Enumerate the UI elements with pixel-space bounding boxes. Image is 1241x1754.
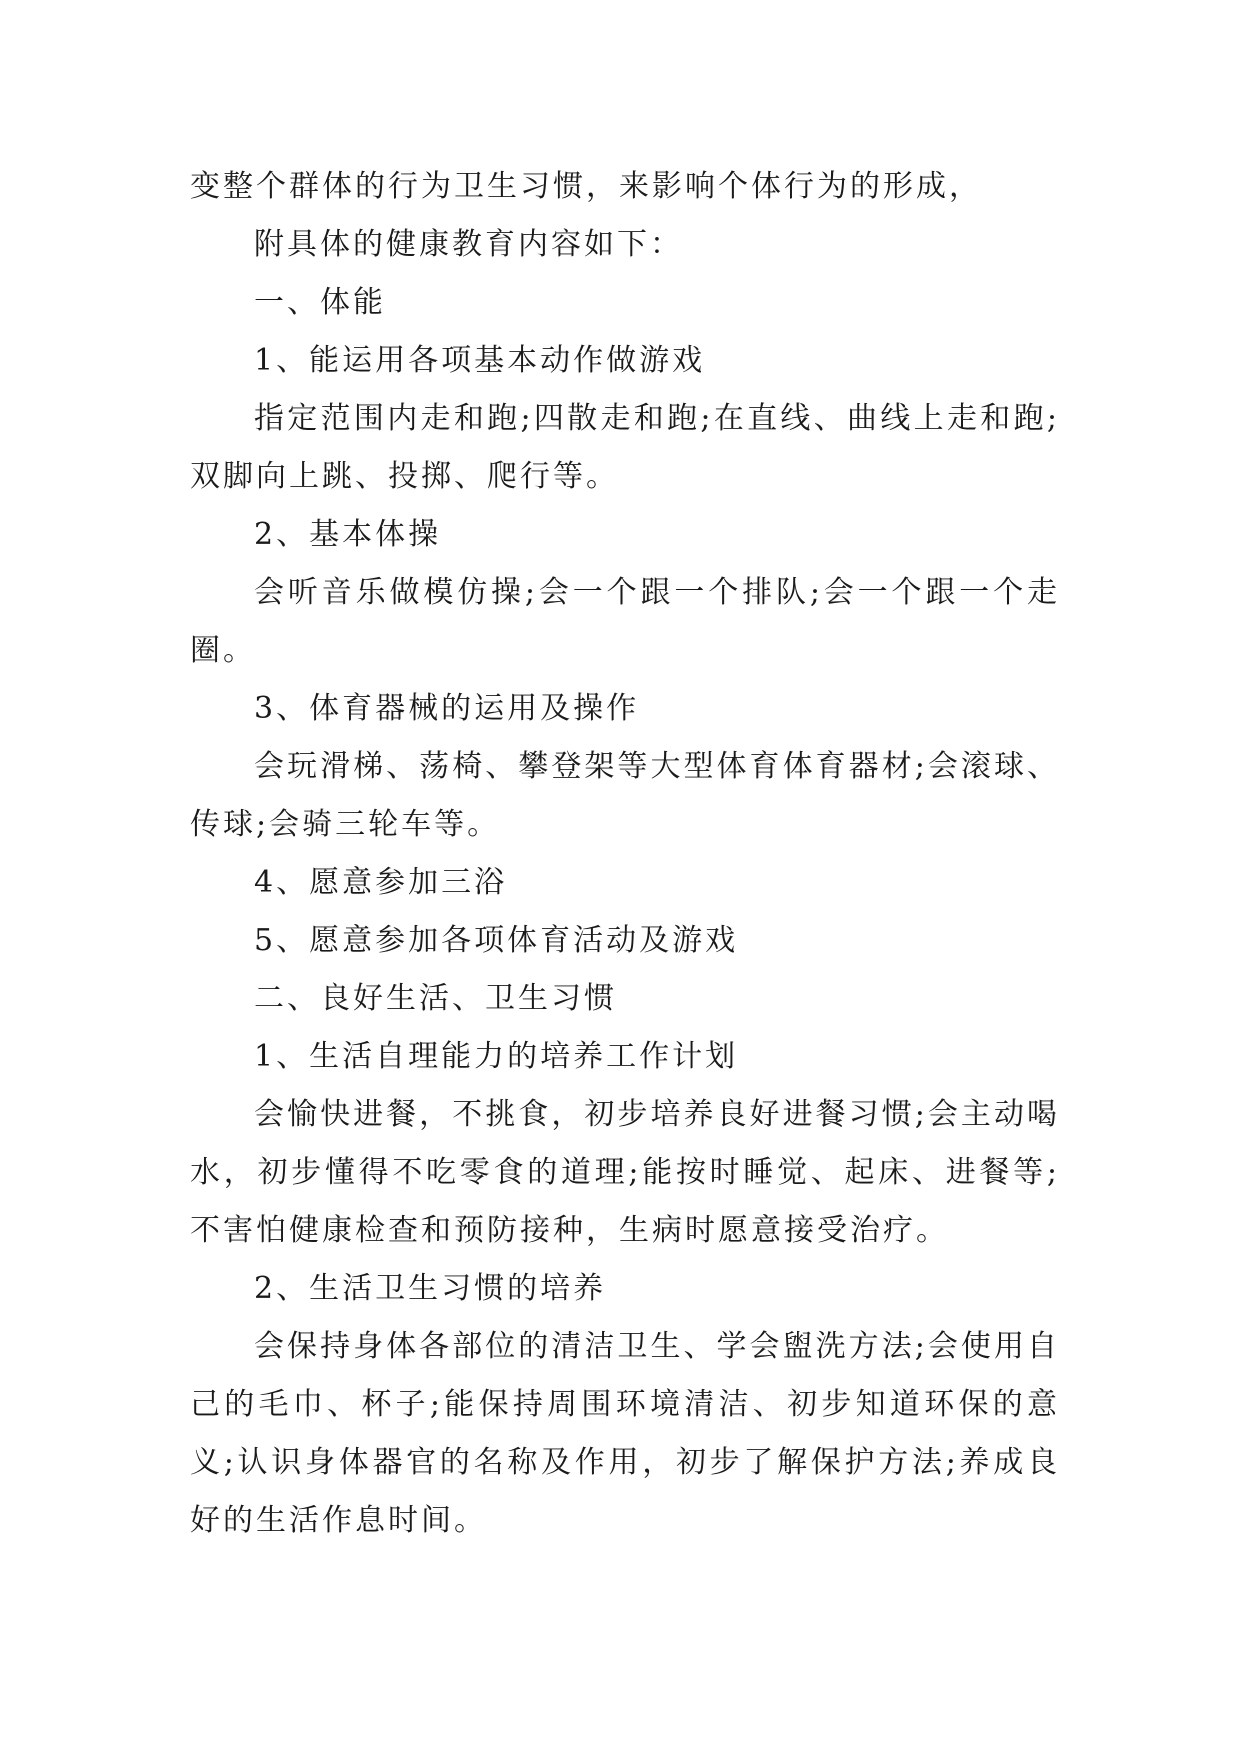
item-heading-basic-movements: 1、能运用各项基本动作做游戏 [254,343,706,378]
section-heading-physical: 一、体能 [254,285,386,320]
paragraph-equipment: 会玩滑梯、荡椅、攀登架等大型体育体育器材;会滚球、传球;会骑三轮车等。 [190,749,1060,842]
paragraph-gymnastics: 会听音乐做模仿操;会一个跟一个排队;会一个跟一个走圈。 [190,575,1060,668]
paragraph-intro: 附具体的健康教育内容如下： [254,227,683,262]
item-heading-activities: 5、愿意参加各项体育活动及游戏 [254,923,739,958]
paragraph-self-care: 会愉快进餐，不挑食，初步培养良好进餐习惯;会主动喝水，初步懂得不吃零食的道理;能按时睡觉、起床、进餐等;不害怕健康检查和预防接种，生病时愿意接受治疗。 [190,1097,1060,1248]
item-heading-three-baths: 4、愿意参加三浴 [254,865,508,900]
paragraph-continuation: 变整个群体的行为卫生习惯，来影响个体行为的形成， [190,169,982,204]
section-heading-habits: 二、良好生活、卫生习惯 [254,981,617,1016]
item-heading-hygiene: 2、生活卫生习惯的培养 [254,1271,607,1306]
item-heading-self-care: 1、生活自理能力的培养工作计划 [254,1039,739,1074]
item-heading-equipment: 3、体育器械的运用及操作 [254,691,640,726]
document-body [190,158,1060,1550]
item-heading-gymnastics: 2、基本体操 [254,517,442,552]
paragraph-hygiene: 会保持身体各部位的清洁卫生、学会盥洗方法;会使用自己的毛巾、杯子;能保持周围环境清洁、初步知道环保的意义;认识身体器官的名称及作用，初步了解保护方法;养成良好的生活作息时间。 [190,1329,1060,1538]
paragraph-basic-movements: 指定范围内走和跑;四散走和跑;在直线、曲线上走和跑;双脚向上跳、投掷、爬行等。 [190,401,1060,494]
